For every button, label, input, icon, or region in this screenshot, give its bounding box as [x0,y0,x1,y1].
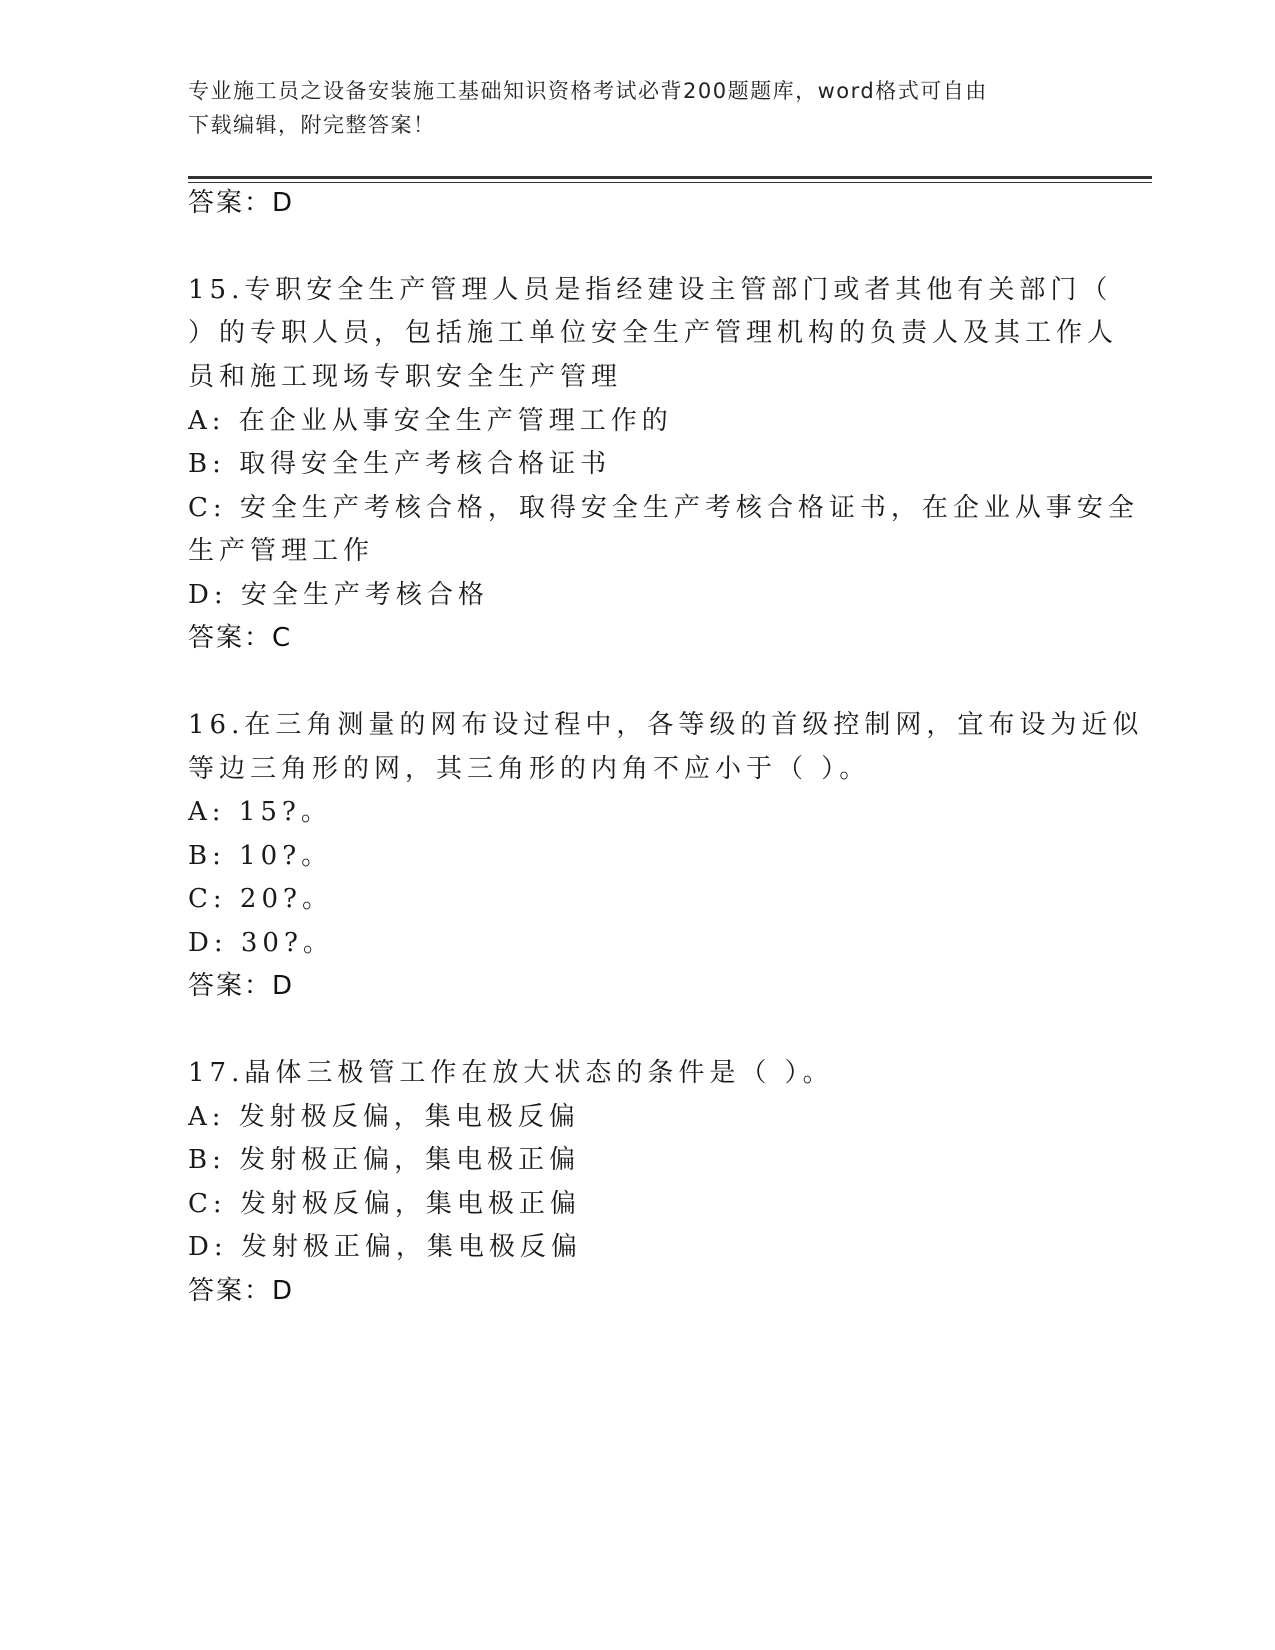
q17-option-b: B: 发射极正偏，集电极正偏 [188,1145,581,1175]
q17-option-d: D: 发射极正偏，集电极反偏 [188,1232,582,1262]
q15-stem-line-1: 15.专职安全生产管理人员是指经建设主管部门或者其他有关部门（ [188,275,1113,305]
header-rule-thin [188,182,1152,183]
q16-option-c: C: 20?。 [188,884,333,914]
q15-answer: 答案：C [188,623,293,653]
q15-option-c-line-2: 生产管理工作 [188,536,375,566]
q15-option-a: A: 在企业从事安全生产管理工作的 [188,406,673,436]
q16-option-d: D: 30?。 [188,928,334,958]
q17-answer: 答案：D [188,1276,295,1306]
document-header [188,74,1068,142]
q15-option-b: B: 取得安全生产考核合格证书 [188,449,612,479]
q17-option-c: C: 发射极反偏，集电极正偏 [188,1189,581,1219]
q16-option-a: A: 15?。 [188,797,332,827]
q17-stem-line-1: 17.晶体三极管工作在放大状态的条件是（ ）。 [188,1058,834,1088]
q16-stem-line-2: 等边三角形的网，其三角形的内角不应小于（ ）。 [188,754,871,784]
q16-option-b: B: 10?。 [188,841,333,871]
q16-answer: 答案：D [188,971,295,1001]
header-rule-thick [188,176,1152,179]
q16-stem-line-1: 16.在三角测量的网布设过程中，各等级的首级控制网，宜布设为近似 [188,710,1144,740]
previous-answer: 答案：D [188,188,295,218]
q15-stem-line-2: ）的专职人员，包括施工单位安全生产管理机构的负责人及其工作人 [188,318,1119,348]
q15-stem-line-3: 员和施工现场专职安全生产管理 [188,362,623,392]
q15-option-c-line-1: C: 安全生产考核合格，取得安全生产考核合格证书，在企业从事安全 [188,493,1139,523]
q17-option-a: A: 发射极反偏，集电极反偏 [188,1102,580,1132]
q15-option-d: D: 安全生产考核合格 [188,580,489,610]
header-line-2: 下载编辑，附完整答案！ [188,113,436,137]
header-line-1: 专业施工员之设备安装施工基础知识资格考试必背200题题库，word格式可自由 [188,79,988,103]
